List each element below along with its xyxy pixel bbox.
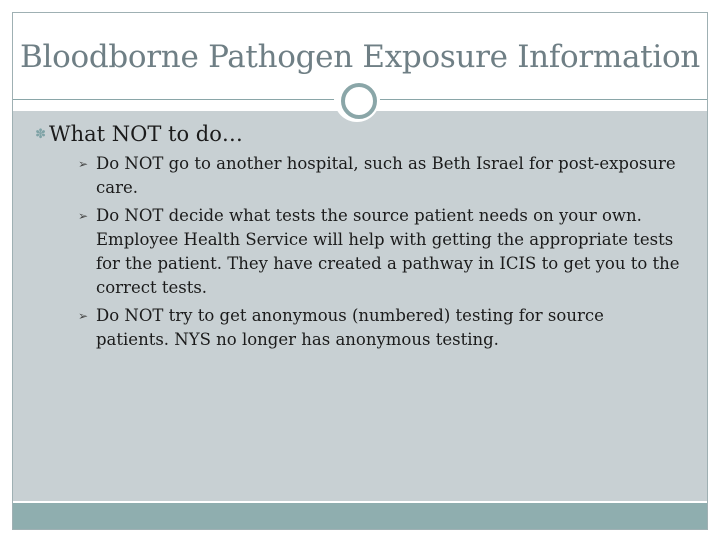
circle-ornament-icon: [334, 76, 380, 122]
bullet-text: Do NOT go to another hospital, such as Beth Israel for post-exposure care.: [96, 154, 676, 197]
bullet-text: Do NOT decide what tests the source patient needs on your own. Employee Health Service will help with getting the appropriate tests for the patient. They have created a pathway in ICIS to get you to the correct tests.: [96, 206, 680, 297]
heading-row: [18, 122, 688, 146]
arrow-bullet-icon: ➢: [78, 209, 89, 223]
footer-bar: [13, 503, 707, 529]
slide-content: [18, 122, 688, 356]
list-item: [18, 204, 688, 300]
ornament-bullet-icon: ✽: [35, 126, 46, 142]
list-item: [18, 304, 688, 352]
slide-title: Bloodborne Pathogen Exposure Information: [20, 39, 700, 75]
arrow-bullet-icon: ➢: [78, 309, 89, 323]
bullet-text: Do NOT try to get anonymous (numbered) testing for source patients. NYS no longer has anonymous testing.: [96, 306, 604, 349]
bullet-list: [18, 152, 688, 352]
ring-icon: [341, 83, 377, 119]
list-item: [18, 152, 688, 200]
content-heading: What NOT to do…: [49, 122, 243, 146]
arrow-bullet-icon: ➢: [78, 157, 89, 171]
